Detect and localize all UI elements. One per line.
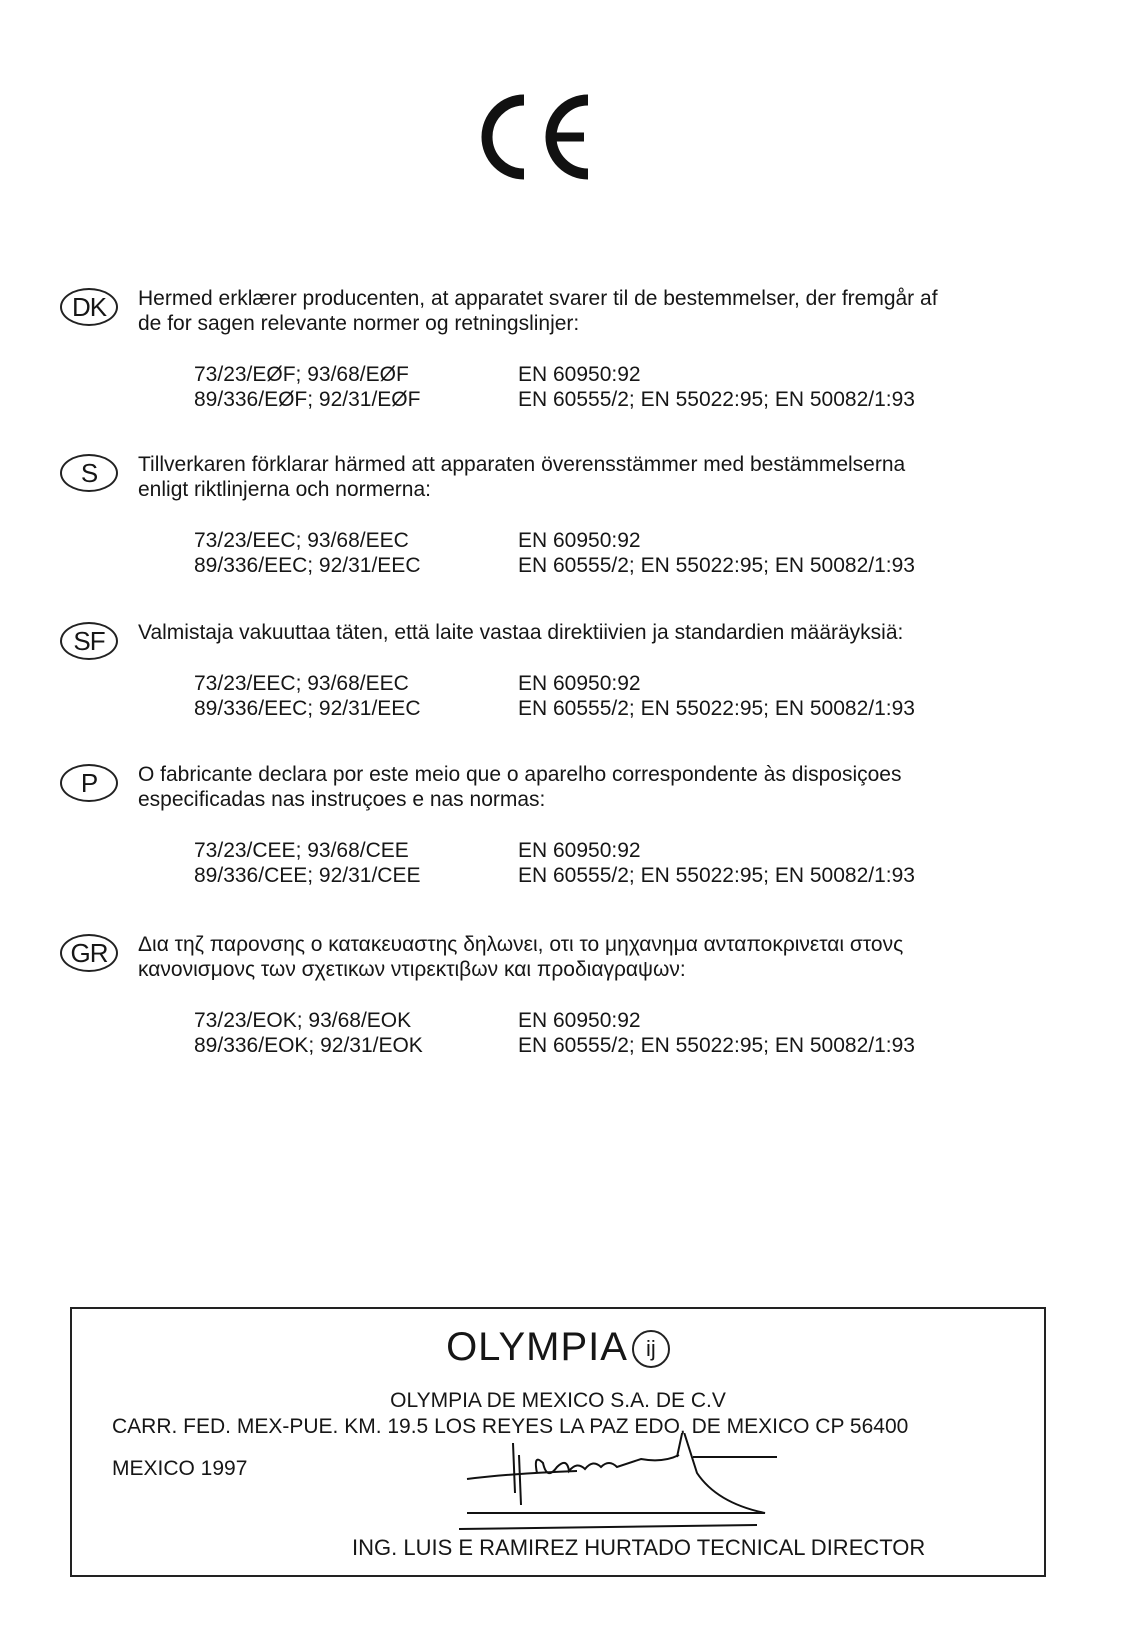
olympia-logo-icon: ĳ [632,1330,670,1368]
country-badge: S [60,454,118,492]
signatory-name: ING. LUIS E RAMIREZ HURTADO TECNICAL DIRECTOR [352,1535,926,1560]
declaration-text: O fabricante declara por este meio que o aparelho correspondente às disposiçoes especificadas nas instruçoes e nas normas: [138,763,902,811]
directives-list: 73/23/EØF; 93/68/EØF 89/336/EØF; 92/31/EØF [194,363,421,411]
country-badge: SF [60,622,118,660]
country-badge: DK [60,288,118,326]
declaration-text: Valmistaja vakuuttaa täten, että laite vastaa direktiivien ja standardien määräyksiä: [138,621,904,644]
directives-list: 73/23/EEC; 93/68/EEC 89/336/EEC; 92/31/EEC [194,529,421,577]
declaration-section-dk [60,286,1010,414]
standards-list: EN 60950:92 EN 60555/2; EN 55022:95; EN 50082/1:93 [518,529,915,577]
standards-list: EN 60950:92 EN 60555/2; EN 55022:95; EN 50082/1:93 [518,363,915,411]
directives-list: 73/23/CEE; 93/68/CEE 89/336/CEE; 92/31/CEE [194,839,421,887]
country-badge: GR [60,934,118,972]
company-name: OLYMPIA DE MEXICO S.A. DE C.V [390,1389,726,1412]
declaration-text: Tillverkaren förklarar härmed att apparaten överensstämmer med bestämmelserna enligt riktlinjerna och normerna: [138,453,906,501]
standards-list: EN 60950:92 EN 60555/2; EN 55022:95; EN 50082/1:93 [518,1009,915,1057]
company-address: CARR. FED. MEX-PUE. KM. 19.5 LOS REYES LA PAZ EDO. DE MEXICO CP 56400 [112,1415,909,1438]
declaration-section-s [60,452,1010,580]
country-badge: P [60,764,118,802]
manufacturer-box [70,1307,1046,1577]
brand-logo: OLYMPIA ĳ [72,1325,1044,1370]
declaration-text: Δια τηζ παρονσης ο κατακευαστης δηλωνει, οτι το μηχανημα ανταποκρινεται στονς κανονισμονς των σχετικων ντιρεκτιβων και προδιαγραψων: [138,933,904,981]
signature-icon [457,1433,797,1543]
standards-list: EN 60950:92 EN 60555/2; EN 55022:95; EN 50082/1:93 [518,672,915,720]
ce-mark-icon [476,92,596,182]
standards-list: EN 60950:92 EN 60555/2; EN 55022:95; EN 50082/1:93 [518,839,915,887]
declaration-section-sf [60,620,1010,723]
directives-list: 73/23/EOK; 93/68/EOK 89/336/EOK; 92/31/EOK [194,1009,423,1057]
declaration-section-gr [60,932,1010,1060]
directives-list: 73/23/EEC; 93/68/EEC 89/336/EEC; 92/31/EEC [194,672,421,720]
declaration-section-p [60,762,1010,890]
declaration-text: Hermed erklærer producenten, at apparatet svarer til de bestemmelser, der fremgår af de for sagen relevante normer og retningslinjer: [138,287,938,335]
place-date: MEXICO 1997 [112,1457,248,1480]
